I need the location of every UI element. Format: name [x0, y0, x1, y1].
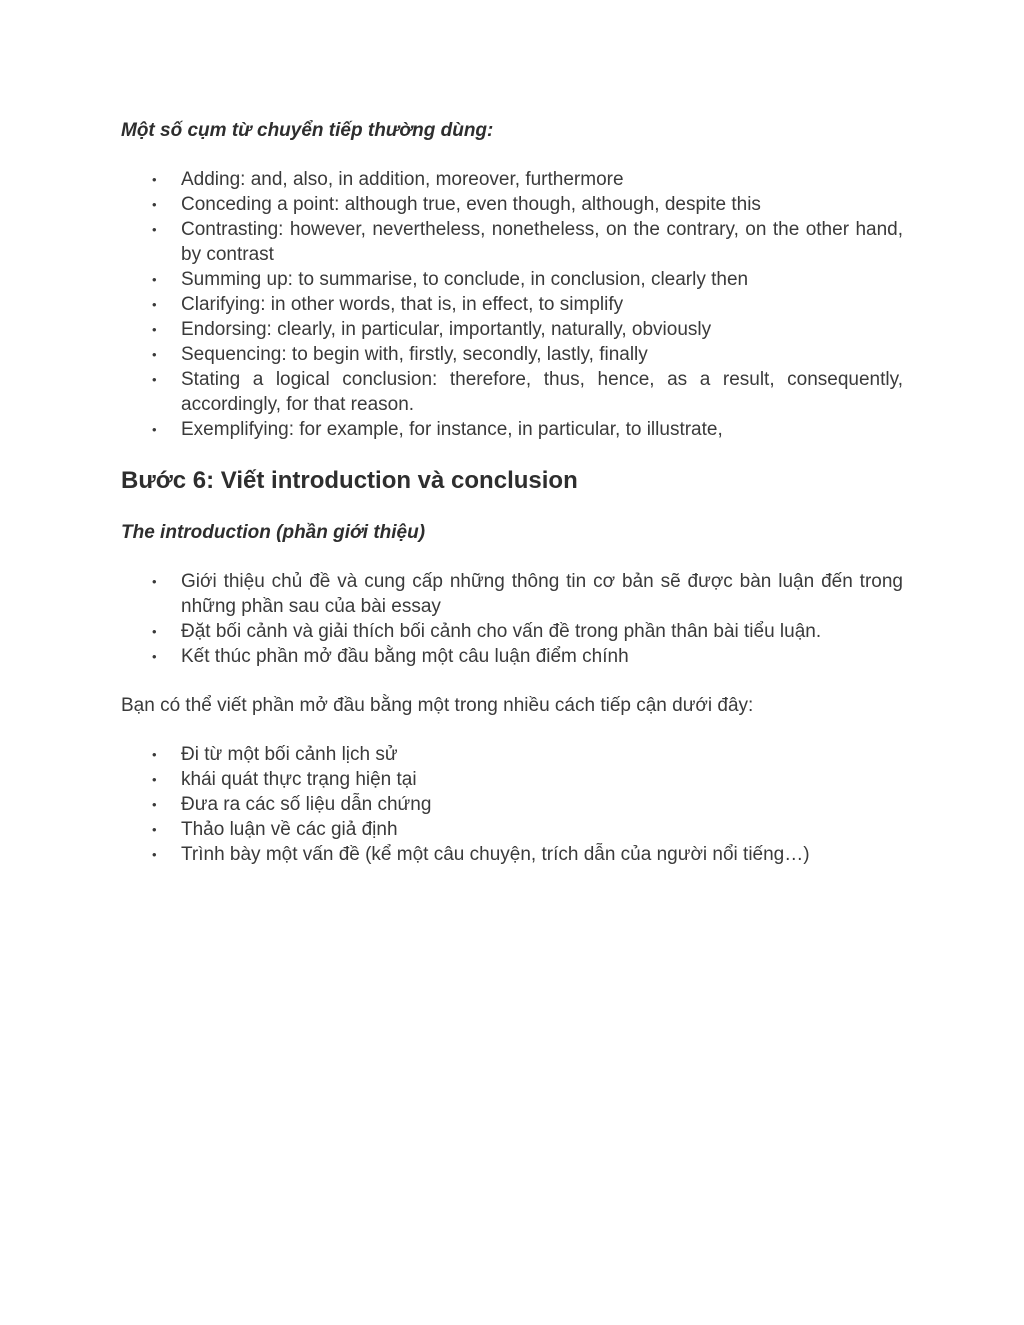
list-item: • Stating a logical conclusion: therefore, thus, hence, as a result, consequently, accordingly, for that reason.	[152, 369, 903, 415]
list-item: • Contrasting: however, nevertheless, nonetheless, on the contrary, on the other hand, by contrast	[152, 219, 903, 265]
introduction-list	[121, 569, 903, 669]
list-item: • Clarifying: in other words, that is, in effect, to simplify	[152, 294, 624, 315]
bullet-icon: •	[152, 197, 157, 212]
list-item: • Sequencing: to begin with, firstly, secondly, lastly, finally	[152, 344, 648, 365]
bullet-icon: •	[152, 574, 157, 589]
introduction-heading: The introduction (phần giới thiệu)	[121, 522, 426, 543]
list-item: • Đi từ một bối cảnh lịch sử	[152, 744, 398, 765]
bullet-icon: •	[152, 747, 157, 762]
transition-phrases-heading: Một số cụm từ chuyển tiếp thường dùng:	[121, 120, 494, 141]
list-item: • Endorsing: clearly, in particular, importantly, naturally, obviously	[152, 319, 712, 340]
bullet-icon: •	[152, 347, 157, 362]
list-item: • Conceding a point: although true, even though, although, despite this	[152, 194, 761, 215]
bullet-icon: •	[152, 822, 157, 837]
bullet-icon: •	[152, 322, 157, 337]
step-6-heading: Bước 6: Viết introduction và conclusion	[121, 467, 578, 494]
list-item: • Đặt bối cảnh và giải thích bối cảnh cho vấn đề trong phần thân bài tiểu luận.	[152, 621, 822, 642]
list-item: • Trình bày một vấn đề (kể một câu chuyện, trích dẫn của người nổi tiếng…)	[152, 844, 810, 865]
list-item: • Thảo luận về các giả định	[152, 819, 398, 840]
bullet-icon: •	[152, 422, 157, 437]
bullet-icon: •	[152, 847, 157, 862]
bullet-icon: •	[152, 624, 157, 639]
bullet-icon: •	[152, 297, 157, 312]
list-item: • Đưa ra các số liệu dẫn chứng	[152, 794, 432, 815]
document-page	[121, 118, 903, 867]
list-item: • Giới thiệu chủ đề và cung cấp những thông tin cơ bản sẽ được bàn luận đến trong những phần sau của bài essay	[152, 571, 903, 617]
list-item: • khái quát thực trạng hiện tại	[152, 769, 417, 790]
bullet-icon: •	[152, 172, 157, 187]
list-item: • Summing up: to summarise, to conclude, in conclusion, clearly then	[152, 269, 749, 290]
bullet-icon: •	[152, 222, 157, 237]
list-item: • Exemplifying: for example, for instance, in particular, to illustrate,	[152, 419, 723, 440]
bullet-icon: •	[152, 372, 157, 387]
list-item: • Kết thúc phần mở đầu bằng một câu luận điểm chính	[152, 646, 629, 667]
bullet-icon: •	[152, 649, 157, 664]
bullet-icon: •	[152, 797, 157, 812]
approach-paragraph: Bạn có thể viết phần mở đầu bằng một trong nhiều cách tiếp cận dưới đây:	[121, 695, 754, 716]
list-item: • Adding: and, also, in addition, moreover, furthermore	[152, 169, 624, 190]
transition-phrases-list	[121, 167, 903, 442]
bullet-icon: •	[152, 272, 157, 287]
approach-list	[121, 742, 903, 867]
bullet-icon: •	[152, 772, 157, 787]
